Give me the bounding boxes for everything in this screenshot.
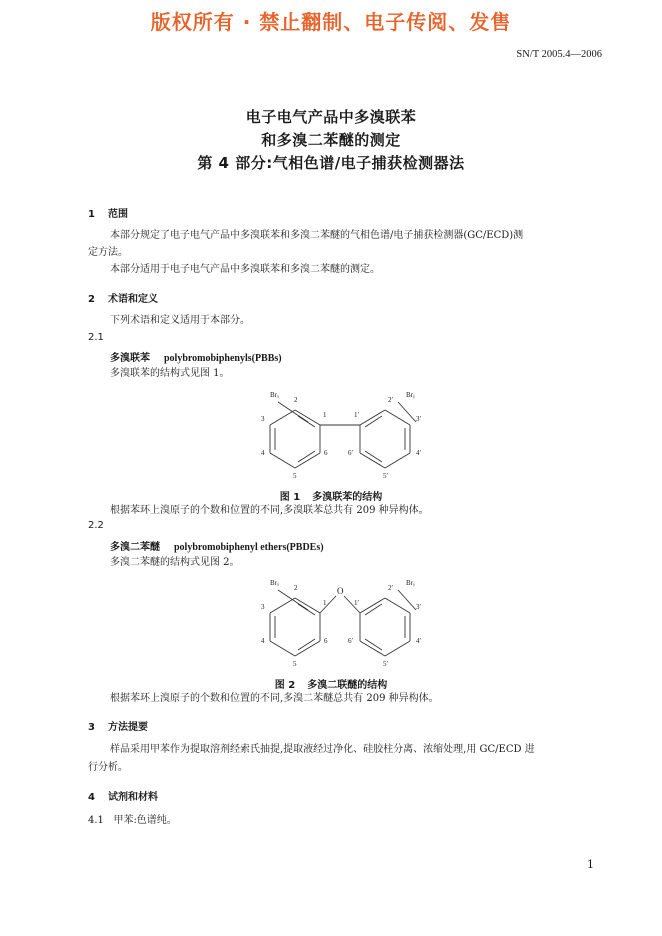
- section-2-title: 术语和定义: [108, 294, 158, 305]
- position-5: 5: [293, 472, 297, 480]
- position-2: 2: [294, 396, 298, 404]
- section-3-para-1b: 行分析。: [88, 762, 128, 773]
- position-1: 1: [323, 411, 327, 419]
- section-2-2-term: [110, 538, 324, 553]
- position-1-prime: 1′: [354, 411, 360, 419]
- section-2-1-text: 多溴联苯的结构式见图 1。: [110, 368, 230, 379]
- position-6: 6: [324, 449, 328, 457]
- position-1: 1: [323, 599, 327, 607]
- section-2-intro: 下列术语和定义适用于本部分。: [110, 315, 250, 326]
- watermark-text: 版权所有 · 禁止翻制、电子传阅、发售: [150, 10, 512, 34]
- section-4-1: 4.1 甲苯:色谱纯。: [88, 815, 177, 826]
- figure-2-number: 图 2: [274, 680, 296, 691]
- position-4-prime: 4′: [416, 637, 422, 645]
- section-3-title: 方法提要: [108, 722, 148, 733]
- standard-number: SN/T 2005.4—2006: [516, 49, 602, 60]
- bromine-substituent-bond-left: [278, 402, 308, 422]
- oxygen-label: O: [337, 586, 344, 596]
- section-4-title: 试剂和材料: [108, 792, 158, 803]
- figure-2-title: 多溴二联醚的结构: [307, 680, 388, 691]
- bromine-label-right: Brᵧ: [406, 391, 415, 399]
- figure-1-structure: [250, 388, 440, 482]
- benzene-ring-right: [360, 410, 410, 468]
- figure-1-number: 图 1: [279, 492, 301, 503]
- section-2-2-number: 2.2: [88, 520, 104, 531]
- position-3: 3: [261, 415, 265, 423]
- position-4: 4: [261, 637, 265, 645]
- bromine-label-right: Brᵧ: [406, 579, 415, 587]
- title-line-1: 电子电气产品中多溴联苯: [245, 108, 417, 126]
- section-1-para-1a: 本部分规定了电子电气产品中多溴联苯和多溴二苯醚的气相色谱/电子捕获检测器(GC/ECD)测: [110, 230, 524, 241]
- figure-2-caption: [0, 676, 662, 691]
- section-3-para-1a: 样品采用甲苯作为提取溶剂经索氏抽提,提取液经过净化、硅胶柱分离、浓缩处理,用 GC/ECD 进: [110, 744, 535, 755]
- position-3-prime: 3′: [416, 603, 422, 611]
- benzene-ring-left: [270, 410, 320, 468]
- bromine-label-left: Brₓ: [270, 579, 280, 587]
- section-1-para-2: 本部分适用于电子电气产品中多溴联苯和多溴二苯醚的测定。: [110, 264, 380, 275]
- position-6: 6: [324, 637, 328, 645]
- position-3-prime: 3′: [416, 415, 422, 423]
- section-2-2-note: 根据苯环上溴原子的个数和位置的不同,多溴二苯醚总共有 209 种异构体。: [110, 693, 439, 704]
- section-3-number: 3: [88, 722, 95, 733]
- position-5: 5: [293, 660, 297, 668]
- position-1-prime: 1′: [354, 599, 360, 607]
- section-1-heading: [88, 205, 128, 220]
- term-pbde-english: polybromobiphenyl ethers(PBDEs): [174, 542, 324, 553]
- position-6-prime: 6′: [348, 449, 354, 457]
- section-2-heading: [88, 290, 158, 305]
- section-1-para-1b: 定方法。: [88, 247, 128, 258]
- position-5-prime: 5′: [383, 660, 389, 668]
- position-2-prime: 2′: [388, 584, 394, 592]
- section-2-1-note: 根据苯环上溴原子的个数和位置的不同,多溴联苯总共有 209 种异构体。: [110, 505, 429, 516]
- position-2: 2: [294, 584, 298, 592]
- title-line-3: 第 4 部分:气相色谱/电子捕获检测器法: [197, 154, 465, 172]
- section-2-1-number: 2.1: [88, 332, 104, 343]
- section-4-number: 4: [88, 792, 95, 803]
- figure-1-caption: [0, 488, 662, 503]
- term-pbb-english: polybromobiphenyls(PBBs): [164, 353, 282, 364]
- section-1-title: 范围: [108, 209, 128, 220]
- section-2-2-text: 多溴二苯醚的结构式见图 2。: [110, 557, 240, 568]
- section-3-heading: [88, 718, 148, 733]
- section-4-heading: [88, 788, 158, 803]
- position-2-prime: 2′: [388, 396, 394, 404]
- term-pbde-chinese: 多溴二苯醚: [110, 542, 160, 553]
- position-3: 3: [261, 603, 265, 611]
- section-1-number: 1: [88, 209, 95, 220]
- page-number: 1: [587, 858, 594, 871]
- benzene-ring-right: [360, 598, 410, 656]
- bromine-label-left: Brₓ: [270, 391, 280, 399]
- position-4-prime: 4′: [416, 449, 422, 457]
- section-2-1-term: [110, 349, 282, 364]
- position-6-prime: 6′: [348, 637, 354, 645]
- title-line-2: 和多溴二苯醚的测定: [261, 131, 401, 149]
- section-2-number: 2: [88, 294, 95, 305]
- bromine-substituent-bond-left: [278, 590, 308, 610]
- figure-2-structure: [250, 576, 440, 670]
- benzene-ring-left: [270, 598, 320, 656]
- figure-1-title: 多溴联苯的结构: [312, 492, 383, 503]
- term-pbb-chinese: 多溴联苯: [110, 353, 150, 364]
- position-5-prime: 5′: [383, 472, 389, 480]
- position-4: 4: [261, 449, 265, 457]
